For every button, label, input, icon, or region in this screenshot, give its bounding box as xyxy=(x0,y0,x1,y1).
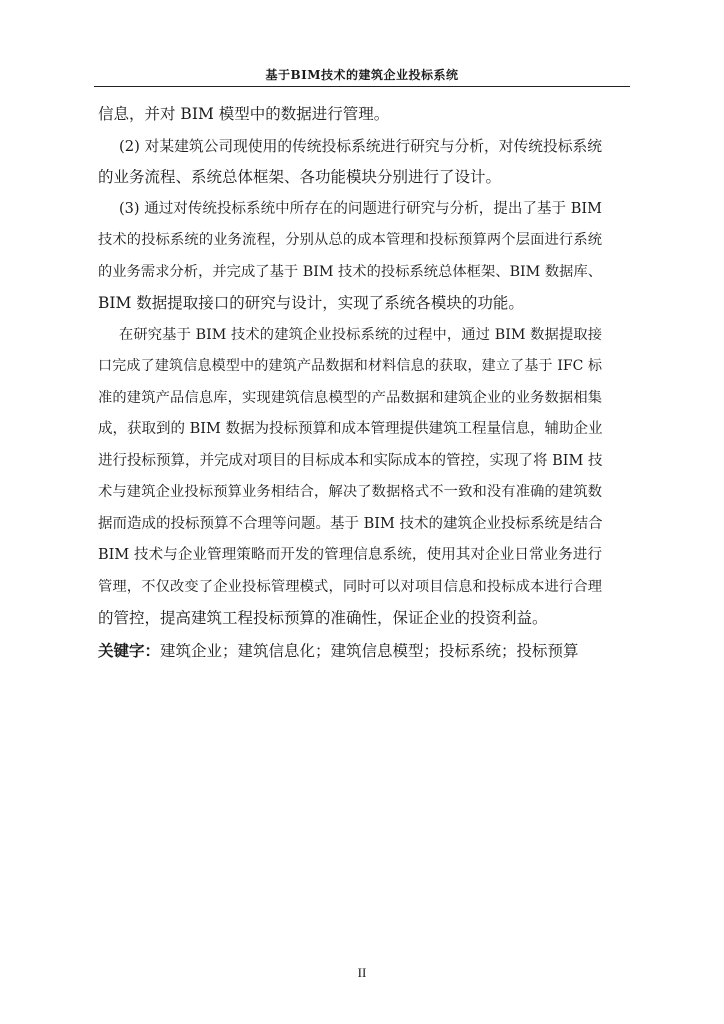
text-line: 术与建筑企业投标预算业务相结合，解决了数据格式不一致和没有准确的建筑数 xyxy=(98,484,602,500)
text-line: 的管控，提高建筑工程投标预算的准确性，保证企业的投资利益。 xyxy=(98,609,548,627)
text-line: 的业务需求分析，并完成了基于 BIM 技术的投标系统总体框架、BIM 数据库、 xyxy=(98,263,602,280)
text-line: 管理，不仅改变了企业投标管理模式，同时可以对项目信息和投标成本进行合理 xyxy=(98,578,602,595)
body-text xyxy=(98,99,602,666)
text-line: BIM 技术与企业管理策略而开发的管理信息系统，使用其对企业日常业务进行 xyxy=(98,547,602,563)
keywords-line xyxy=(98,635,602,667)
text-line: 口完成了建筑信息模型中的建筑产品数据和材料信息的获取，建立了基于 IFC 标 xyxy=(98,358,602,374)
text-line: 在研究基于 BIM 技术的建筑企业投标系统的过程中，通过 BIM 数据提取接 xyxy=(119,326,602,343)
text-line: 技术的投标系统的业务流程，分别从总的成本管理和投标预算两个层面进行系统 xyxy=(98,232,602,248)
header-rule xyxy=(94,86,630,87)
text-line: BIM 数据提取接口的研究与设计，实现了系统各模块的功能。 xyxy=(98,294,524,312)
keywords-text: 建筑企业；建筑信息化；建筑信息模型；投标系统；投标预算 xyxy=(160,641,579,660)
keywords-label: 关键字： xyxy=(98,640,161,660)
text-line: 的业务流程、系统总体框架、各功能模块分别进行了设计。 xyxy=(98,168,502,186)
text-line: 信息，并对 BIM 模型中的数据进行管理。 xyxy=(98,105,390,123)
page-number: II xyxy=(357,965,367,980)
text-line: 据而造成的投标预算不合理等问题。基于 BIM 技术的建筑企业投标系统是结合 xyxy=(98,515,603,532)
text-line: 进行投标预算，并完成对项目的目标成本和实际成本的管控，实现了将 BIM 技 xyxy=(98,452,603,469)
text-line: (3) 通过对传统投标系统中所存在的问题进行研究与分析，提出了基于 BIM xyxy=(119,200,602,217)
text-line: (2) 对某建筑公司现使用的传统投标系统进行研究与分析，对传统投标系统 xyxy=(119,137,602,155)
running-header: 基于BIM技术的建筑企业投标系统 xyxy=(265,68,459,82)
text-line: 成，获取到的 BIM 数据为投标预算和成本管理提供建筑工程量信息，辅助企业 xyxy=(98,421,603,437)
text-line: 准的建筑产品信息库，实现建筑信息模型的产品数据和建筑企业的业务数据相集 xyxy=(98,389,602,406)
